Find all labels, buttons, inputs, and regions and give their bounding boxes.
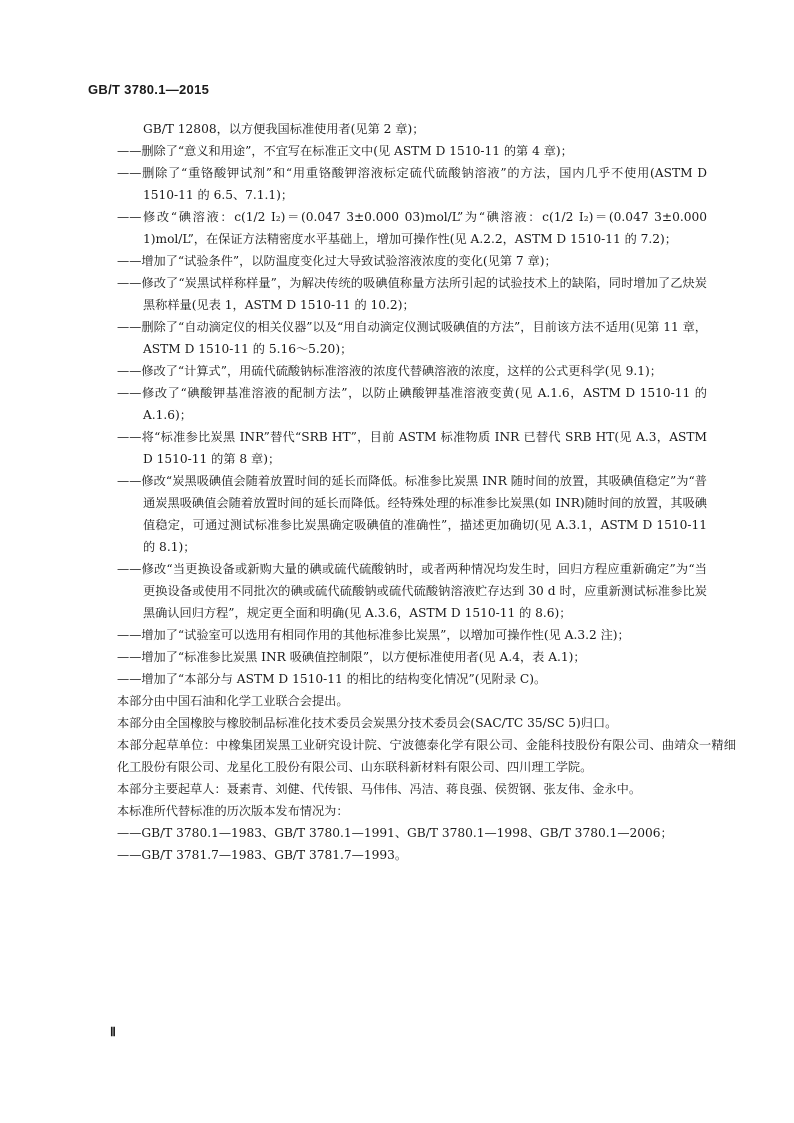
standard-number-header: GB/T 3780.1—2015 [88,82,210,97]
body-paragraph: 本部分主要起草人：聂素青、刘健、代传银、马伟伟、冯洁、蒋良强、侯贺钢、张友伟、金永中。 [117,782,642,796]
change-list-item: ——修改“炭黑吸碘值会随着放置时间的延长而降低。标准参比炭黑 INR 随时间的放置，其吸碘值稳定”为“普通炭黑吸碘值会随着放置时间的延长而降低。经特殊处理的标准参比炭黑(如 INR)随时间的放置，其吸碘值稳定，可通过测试标准参比炭黑确定吸碘值的准确性”，描述更加确切(见 A.3.1，ASTM D 1510-11 的 8.1)； [117,474,707,554]
body-paragraph: 本标准所代替标准的历次版本发布情况为： [117,804,349,818]
change-list-item: ——修改“碘溶液：c(1/2 I₂)＝(0.047 3±0.000 03)mol/L”为“碘溶液：c(1/2 I₂)＝(0.047 3±0.000 1)mol/L”，在保证方法精密度水平基础上，增加可操作性(见 A.2.2，ASTM D 1510-11 的 7.2)； [117,210,707,246]
body-paragraph: GB/T 12808，以方便我国标准使用者(见第 2 章)； [143,122,425,136]
change-list-item: ——修改了“炭黑试样称样量”，为解决传统的吸碘值称量方法所引起的试验技术上的缺陷，同时增加了乙炔炭黑称样量(见表 1，ASTM D 1510-11 的 10.2)； [117,276,707,312]
change-list-item: ——增加了“标准参比炭黑 INR 吸碘值控制限”，以方便标准使用者(见 A.4，表 A.1)； [117,650,586,664]
change-list-item: ——增加了“试验条件”，以防温度变化过大导致试验溶液浓度的变化(见第 7 章)； [117,254,557,268]
body-paragraph: 本部分起草单位：中橡集团炭黑工业研究设计院、宁波德泰化学有限公司、金能科技股份有限公司、曲靖众一精细化工股份有限公司、龙星化工股份有限公司、山东联科新材料有限公司、四川理工学院。 [117,738,736,774]
change-list-item: ——删除了“意义和用途”，不宜写在标准正文中(见 ASTM D 1510-11 的第 4 章)； [117,144,573,158]
body-paragraph: 本部分由全国橡胶与橡胶制品标准化技术委员会炭黑分技术委员会(SAC/TC 35/SC 5)归口。 [117,716,618,730]
change-list-item: ——修改“当更换设备或新购大量的碘或硫代硫酸钠时，或者两种情况均发生时，回归方程应重新确定”为“当更换设备或使用不同批次的碘或硫代硫酸钠或硫代硫酸钠溶液贮存达到 30 d 时，应重新测试标准参比炭黑确认回归方程”，规定更全面和明确(见 A.3.6，ASTM D 1510-11 的 8.6)； [117,562,707,620]
change-list-item: ——增加了“本部分与 ASTM D 1510-11 的相比的结构变化情况”(见附录 C)。 [117,672,547,686]
change-list-item: ——删除了“重铬酸钾试剂”和“用重铬酸钾溶液标定硫代硫酸钠溶液”的方法，国内几乎不使用(ASTM D 1510-11 的 6.5、7.1.1)； [117,166,707,202]
document-body [117,118,736,866]
body-paragraph: 本部分由中国石油和化学工业联合会提出。 [117,694,349,708]
change-list-item: ——GB/T 3781.7—1983、GB/T 3781.7—1993。 [117,848,408,862]
change-list-item: ——GB/T 3780.1—1983、GB/T 3780.1—1991、GB/T 3780.1—1998、GB/T 3780.1—2006； [117,826,673,840]
page-number: Ⅱ [110,1025,116,1039]
change-list-item: ——修改了“计算式”，用硫代硫酸钠标准溶液的浓度代替碘溶液的浓度，这样的公式更科学(见 9.1)； [117,364,662,378]
change-list-item: ——删除了“自动滴定仪的相关仪器”以及“用自动滴定仪测试吸碘值的方法”，目前该方法不适用(见第 11 章，ASTM D 1510-11 的 5.16～5.20)； [117,320,707,356]
change-list-item: ——修改了“碘酸钾基准溶液的配制方法”，以防止碘酸钾基准溶液变黄(见 A.1.6，ASTM D 1510-11 的 A.1.6)； [117,386,707,422]
change-list-item: ——增加了“试验室可以选用有相同作用的其他标准参比炭黑”，以增加可操作性(见 A.3.2 注)； [117,628,630,642]
change-list-item: ——将“标准参比炭黑 INR”替代“SRB HT”，目前 ASTM 标准物质 INR 已替代 SRB HT(见 A.3，ASTM D 1510-11 的第 8 章)； [117,430,707,466]
